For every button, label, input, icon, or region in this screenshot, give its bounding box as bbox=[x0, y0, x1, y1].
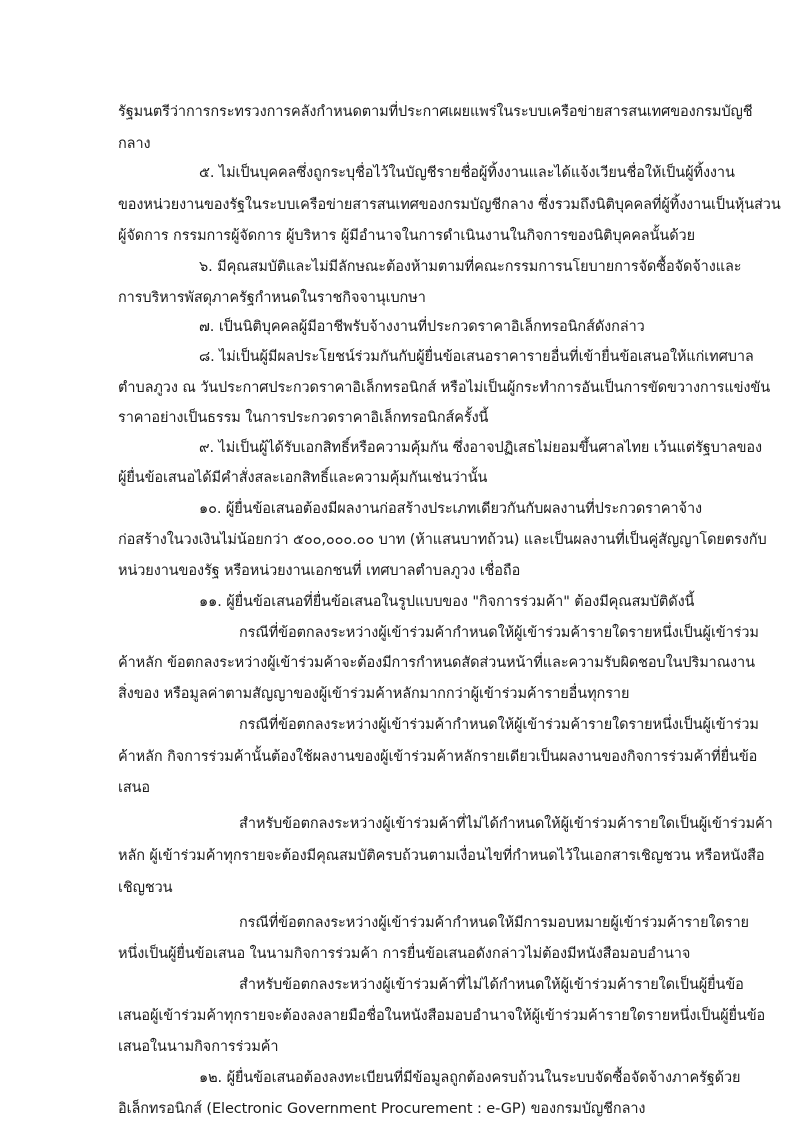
text-line: เสนอในนามกิจการร่วมค้า bbox=[118, 1039, 279, 1055]
text-line: ๑๐. ผู้ยื่นข้อเสนอต้องมีผลงานก่อสร้างประเภทเดียวกันกับผลงานที่ประกวดราคาจ้าง bbox=[199, 501, 702, 517]
text-line: ๑๑. ผู้ยื่นข้อเสนอที่ยื่นข้อเสนอในรูปแบบของ "กิจการร่วมค้า" ต้องมีคุณสมบัติดังนี้ bbox=[199, 594, 695, 610]
text-line: ผู้จัดการ กรรมการผู้จัดการ ผู้บริหาร ผู้มีอำนาจในการดำเนินงานในกิจการของนิติบุคคลนั้นด้วย bbox=[118, 228, 695, 244]
text-line: สิ่งของ หรือมูลค่าตามสัญญาของผู้เข้าร่วมค้าหลักมากกว่าผู้เข้าร่วมค้ารายอื่นทุกราย bbox=[118, 686, 630, 702]
text-line: ๑๒. ผู้ยื่นข้อเสนอต้องลงทะเบียนที่มีข้อมูลถูกต้องครบถ้วนในระบบจัดซื้อจัดจ้างภาครัฐด้วย bbox=[199, 1070, 741, 1086]
text-line: รัฐมนตรีว่าการกระทรวงการคลังกำหนดตามที่ประกาศเผยแพร่ในระบบเครือข่ายสารสนเทศของกรมบัญชี bbox=[118, 104, 753, 120]
text-line: ตำบลภูวง ณ วันประกาศประกวดราคาอิเล็กทรอนิกส์ หรือไม่เป็นผู้กระทำการอันเป็นการขัดขวางการแข่งขัน bbox=[118, 380, 771, 396]
text-line: ค้าหลัก กิจการร่วมค้านั้นต้องใช้ผลงานของผู้เข้าร่วมค้าหลักรายเดียวเป็นผลงานของกิจการร่วมค้าที่ยื่นข้อ bbox=[118, 749, 758, 765]
text-line: หนึ่งเป็นผู้ยื่นข้อเสนอ ในนามกิจการร่วมค้า การยื่นข้อเสนอดังกล่าวไม่ต้องมีหนังสือมอบอำนาจ bbox=[118, 946, 691, 962]
text-line: เชิญชวน bbox=[118, 880, 173, 896]
text-line: ๖. มีคุณสมบัติและไม่มีลักษณะต้องห้ามตามที่คณะกรรมการนโยบายการจัดซื้อจัดจ้างและ bbox=[199, 259, 742, 275]
text-line: ๕. ไม่เป็นบุคคลซึ่งถูกระบุชื่อไว้ในบัญชีรายชื่อผู้ทิ้งงานและได้แจ้งเวียนชื่อให้เป็นผู้ทิ้งงาน bbox=[199, 165, 735, 181]
text-line: กรณีที่ข้อตกลงระหว่างผู้เข้าร่วมค้ากำหนดให้ผู้เข้าร่วมค้ารายใดรายหนึ่งเป็นผู้เข้าร่วม bbox=[239, 717, 759, 733]
text-line: ๘. ไม่เป็นผู้มีผลประโยชน์ร่วมกันกับผู้ยื่นข้อเสนอราคารายอื่นที่เข้ายื่นข้อเสนอให้แก่เทศบาล bbox=[199, 349, 754, 365]
text-line: หลัก ผู้เข้าร่วมค้าทุกรายจะต้องมีคุณสมบัติครบถ้วนตามเงื่อนไขที่กำหนดไว้ในเอกสารเชิญชวน หรือหนังสือ bbox=[118, 848, 765, 864]
text-line: ราคาอย่างเป็นธรรม ในการประกวดราคาอิเล็กทรอนิกส์ครั้งนี้ bbox=[118, 410, 489, 426]
text-line: สำหรับข้อตกลงระหว่างผู้เข้าร่วมค้าที่ไม่ได้กำหนดให้ผู้เข้าร่วมค้ารายใดเป็นผู้เข้าร่วมค้า bbox=[239, 816, 773, 832]
text-line: ๙. ไม่เป็นผู้ได้รับเอกสิทธิ์หรือความคุ้มกัน ซึ่งอาจปฏิเสธไม่ยอมขึ้นศาลไทย เว้นแต่รัฐบาลของ bbox=[199, 440, 762, 456]
text-line: เสนอผู้เข้าร่วมค้าทุกรายจะต้องลงลายมือชื่อในหนังสือมอบอำนาจให้ผู้เข้าร่วมค้ารายใดรายหนึ่งเป็นผู้ยื่นข้อ bbox=[118, 1008, 766, 1024]
text-line: อิเล็กทรอนิกส์ (Electronic Government Procurement : e-GP) ของกรมบัญชีกลาง bbox=[118, 1101, 646, 1117]
text-line: หน่วยงานของรัฐ หรือหน่วยงานเอกชนที่ เทศบาลตำบลภูวง เชื่อถือ bbox=[118, 563, 521, 579]
text-line: ๗. เป็นนิติบุคคลผู้มีอาชีพรับจ้างงานที่ประกวดราคาอิเล็กทรอนิกส์ดังกล่าว bbox=[199, 319, 645, 335]
text-line: กรณีที่ข้อตกลงระหว่างผู้เข้าร่วมค้ากำหนดให้มีการมอบหมายผู้เข้าร่วมค้ารายใดราย bbox=[239, 915, 749, 931]
text-line: กรณีที่ข้อตกลงระหว่างผู้เข้าร่วมค้ากำหนดให้ผู้เข้าร่วมค้ารายใดรายหนึ่งเป็นผู้เข้าร่วม bbox=[239, 625, 759, 641]
text-line: ของหน่วยงานของรัฐในระบบเครือข่ายสารสนเทศของกรมบัญชีกลาง ซึ่งรวมถึงนิติบุคคลที่ผู้ทิ้งงานเป็นหุ้นส่วน bbox=[118, 197, 781, 213]
text-line: เสนอ bbox=[118, 780, 151, 796]
text-line: การบริหารพัสดุภาครัฐกำหนดในราชกิจจานุเบกษา bbox=[118, 290, 426, 306]
text-line: ผู้ยื่นข้อเสนอได้มีคำสั่งสละเอกสิทธิ์และความคุ้มกันเช่นว่านั้น bbox=[118, 470, 488, 486]
text-line: กลาง bbox=[118, 136, 151, 152]
text-line: สำหรับข้อตกลงระหว่างผู้เข้าร่วมค้าที่ไม่ได้กำหนดให้ผู้เข้าร่วมค้ารายใดเป็นผู้ยื่นข้อ bbox=[239, 977, 744, 993]
text-line: ก่อสร้างในวงเงินไม่น้อยกว่า ๕๐๐,๐๐๐.๐๐ บาท (ห้าแสนบาทถ้วน) และเป็นผลงานที่เป็นคู่สัญญาโดยตรงกับ bbox=[118, 532, 767, 548]
text-line: ค้าหลัก ข้อตกลงระหว่างผู้เข้าร่วมค้าจะต้องมีการกำหนดสัดส่วนหน้าที่และความรับผิดชอบในปริมาณงาน bbox=[118, 655, 755, 671]
